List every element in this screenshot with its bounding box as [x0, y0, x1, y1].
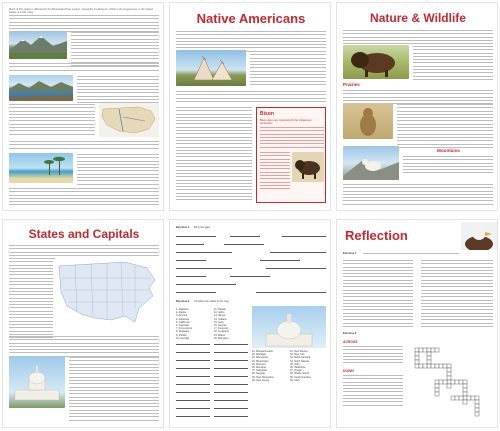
tipi-photo [176, 50, 246, 86]
plains-text-lines [77, 76, 159, 106]
dog-side-text [397, 104, 493, 150]
page-states-capitals [2, 219, 164, 428]
eagle-photo [461, 222, 497, 250]
page-title: Nature & Wildlife [370, 11, 466, 25]
page-reflection [336, 219, 498, 428]
lower-text-lines [9, 141, 159, 151]
bison-image [292, 152, 324, 182]
exercise-1-instruction: Fill in the gaps [194, 226, 211, 229]
page-great-plains [2, 2, 164, 211]
lake-photo [9, 75, 73, 101]
page-native-americans [169, 2, 331, 211]
states-list-4: 31. New Mexico 32. New York 33. North Carolina 34. North Dakota 35. Ohio 36. Oklahoma 37. Oregon 38. Rhode Island 39. South Carolina 40. Utah [290, 350, 311, 382]
intro-paragraph: Much of this region is affected by the Mississippi River system, especially the Missouri, which is the longest river in the United States at 2,341 miles. [9, 8, 153, 15]
bottom-text-lines [9, 188, 159, 208]
mountain-goat-photo [343, 146, 399, 180]
hawaii-text-lines [77, 154, 159, 187]
side-text-lines [413, 46, 493, 82]
exercise-1-label: Exercise 1 [343, 252, 357, 255]
across-clues [343, 346, 403, 366]
states-list-3: 21. Massachusetts 22. Michigan 23. Minnesota 24. Mississippi 25. Missouri 26. Montana 27. Nebraska 28. Nevada 29. New Hampshire 30. New Jersey [252, 350, 274, 382]
beach-photo [9, 153, 73, 183]
body-text-lines [176, 91, 326, 104]
states-list-2: 11. Hawaii 12. Idaho 13. Illinois 14. Indiana 15. Iowa 16. Kansas 17. Kentucky 18. Louisiana 19. Maine 20. Maryland [214, 308, 229, 340]
left-text-lines [9, 258, 53, 340]
exercise-1-instruction-lines [363, 253, 459, 256]
capitol-dome-photo [252, 306, 326, 348]
prairies-heading: Prairies [343, 82, 360, 87]
down-heading: DOWN [343, 369, 354, 373]
states-list-1: 1. Alabama 2. Alaska 3. Arizona 4. Arkansas 5. California 6. Colorado 7. Connecticut 8. Delaware 9. Florida 10. Georgia [176, 308, 192, 340]
capitol-photo [9, 356, 65, 408]
bottom-text-lines [343, 184, 493, 207]
crossword-grid [407, 342, 495, 422]
exercise-2-label: Exercise 2 [343, 332, 357, 335]
buffalo-photo [343, 45, 409, 79]
exercise-1-label: Exercise 1 [176, 226, 190, 229]
body-text-lines [9, 63, 159, 73]
prairie-dog-photo [343, 103, 393, 139]
page-nature-wildlife [336, 2, 498, 211]
page-title: Native Americans [196, 11, 306, 26]
map-side-text [9, 104, 95, 137]
page-exercises [169, 219, 331, 428]
across-heading: ACROSS [343, 340, 358, 344]
side-text-lines [250, 51, 326, 87]
mountains-text-lines [403, 156, 493, 176]
page-title: Reflection [345, 228, 408, 243]
exercise-2-instruction: Complete the states in the map [194, 300, 229, 303]
exercise-2-label: Exercise 2 [176, 300, 190, 303]
region-map [99, 103, 159, 137]
capitol-side-text [69, 357, 159, 423]
box-title: Bison [260, 111, 274, 117]
mountains-heading: Mountains [437, 148, 460, 153]
down-clues [343, 375, 403, 408]
page-title: States and Capitals [28, 227, 140, 241]
box-side-lines [260, 152, 290, 192]
intro-text-lines [343, 30, 493, 46]
box-text-lines [260, 127, 324, 150]
box-intro: Bison were very important for the indigenous Americans. [260, 119, 312, 126]
left-column-text [176, 107, 252, 203]
us-map [55, 256, 159, 332]
mountain-photo [9, 31, 67, 59]
bison-info-box [256, 107, 326, 203]
